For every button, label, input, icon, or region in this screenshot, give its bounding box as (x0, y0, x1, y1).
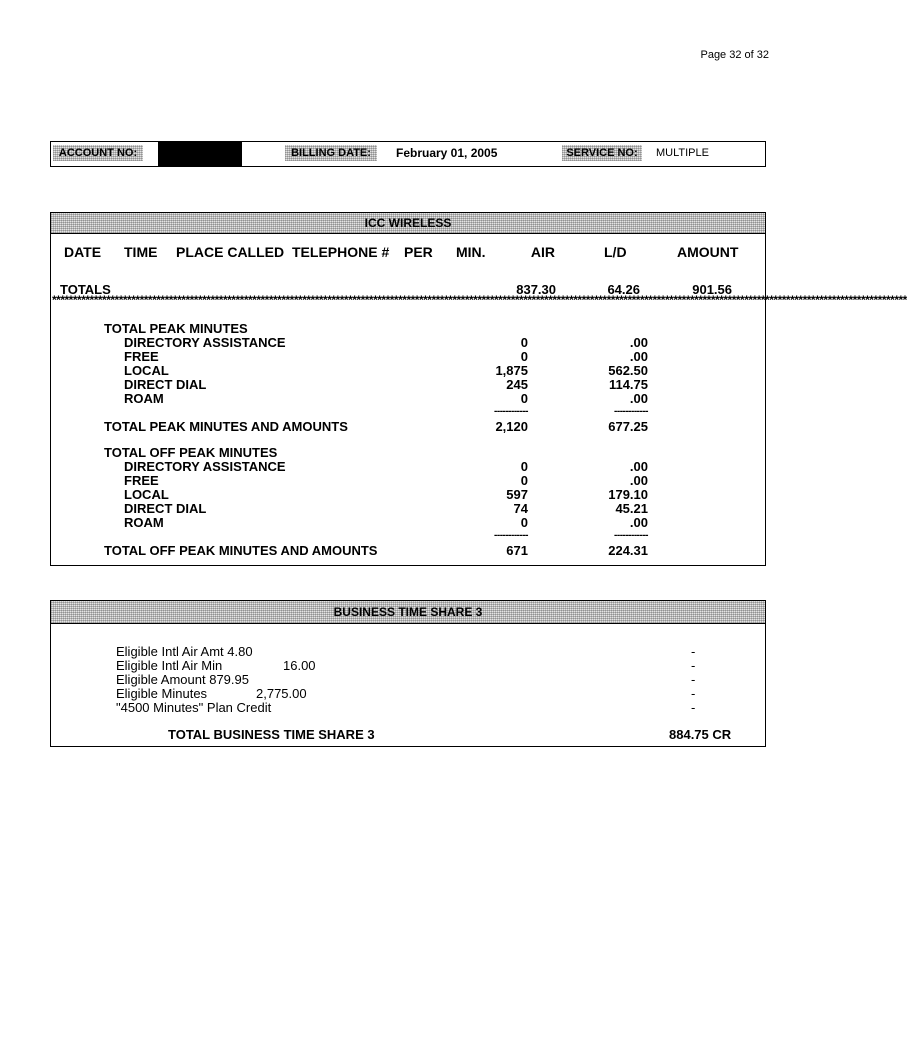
offpeak-row-label: DIRECTORY ASSISTANCE (124, 459, 286, 474)
offpeak-row-min: 74 (513, 501, 528, 516)
bts-row-dash: - (691, 672, 696, 687)
bts-row-label: Eligible Minutes (116, 686, 208, 701)
offpeak-amt-dashes: ------------ (614, 530, 648, 541)
peak-total-min: 2,120 (495, 419, 528, 434)
service-no-value: MULTIPLE (656, 147, 709, 159)
offpeak-title: TOTAL OFF PEAK MINUTES (104, 445, 278, 460)
bts-row-label: Eligible Intl Air Min (116, 658, 223, 673)
offpeak-total-min: 671 (506, 543, 528, 558)
billing-date-label: BILLING DATE: (285, 145, 377, 161)
billing-date-value: February 01, 2005 (396, 146, 498, 160)
offpeak-row-min: 0 (520, 515, 528, 530)
col-telephone: TELEPHONE # (292, 244, 390, 260)
offpeak-row-amt: 45.21 (615, 501, 648, 516)
account-number-redacted (158, 141, 242, 167)
peak-row-label: ROAM (124, 391, 164, 406)
bts-row-label: Eligible Intl Air Amt 4.80 (116, 644, 253, 659)
bts-row-extra: 2,775.00 (256, 686, 307, 701)
offpeak-row-label: DIRECT DIAL (124, 501, 207, 516)
col-per: PER (404, 244, 433, 260)
peak-row-label: LOCAL (124, 363, 169, 378)
offpeak-row-amt: .00 (629, 473, 648, 488)
bts-row-label: Eligible Amount 879.95 (116, 672, 249, 687)
peak-row-amt: 562.50 (608, 363, 648, 378)
peak-row-min: 245 (506, 377, 528, 392)
account-no-label: ACCOUNT NO: (53, 145, 143, 161)
totals-ld: 64.26 (607, 282, 640, 297)
peak-row-amt: .00 (629, 349, 648, 364)
bts-total-label: TOTAL BUSINESS TIME SHARE 3 (168, 727, 375, 742)
peak-row-amt: 114.75 (608, 377, 648, 392)
col-place-called: PLACE CALLED (176, 244, 285, 260)
col-ld: L/D (604, 244, 627, 260)
bts-row-extra: 16.00 (283, 658, 316, 673)
totals-air: 837.30 (516, 282, 556, 297)
peak-row-min: 0 (520, 391, 528, 406)
offpeak-row-min: 0 (520, 473, 528, 488)
offpeak-row-label: LOCAL (124, 487, 169, 502)
offpeak-row-label: FREE (124, 473, 159, 488)
offpeak-total-amt: 224.31 (608, 543, 648, 558)
bts-row-dash: - (691, 658, 696, 673)
col-date: DATE (64, 244, 102, 260)
col-amount: AMOUNT (677, 244, 739, 260)
peak-row-label: FREE (124, 349, 159, 364)
asterisk-divider: ************************************************************************************************************************************************************************************************************* (52, 293, 907, 307)
offpeak-row-label: ROAM (124, 515, 164, 530)
col-air: AIR (530, 244, 555, 260)
page-number: Page 32 of 32 (700, 49, 769, 61)
peak-row-amt: .00 (629, 391, 648, 406)
bts-total-value: 884.75 CR (669, 727, 732, 742)
peak-total-label: TOTAL PEAK MINUTES AND AMOUNTS (104, 419, 348, 434)
col-time: TIME (124, 244, 158, 260)
peak-amt-dashes: ------------ (614, 406, 648, 417)
icc-wireless-title: ICC WIRELESS (51, 213, 765, 234)
peak-row-label: DIRECTORY ASSISTANCE (124, 335, 286, 350)
business-time-share-title: BUSINESS TIME SHARE 3 (51, 601, 765, 624)
offpeak-total-label: TOTAL OFF PEAK MINUTES AND AMOUNTS (104, 543, 378, 558)
offpeak-row-min: 597 (506, 487, 528, 502)
offpeak-row-amt: .00 (629, 515, 648, 530)
peak-row-label: DIRECT DIAL (124, 377, 207, 392)
offpeak-min-dashes: ------------ (494, 530, 528, 541)
bts-row-dash: - (691, 686, 696, 701)
offpeak-row-min: 0 (520, 459, 528, 474)
peak-row-min: 1,875 (495, 363, 528, 378)
totals-amount: 901.56 (692, 282, 732, 297)
peak-row-amt: .00 (629, 335, 648, 350)
bts-row-dash: - (691, 700, 696, 715)
totals-label: TOTALS (60, 282, 111, 297)
offpeak-row-amt: .00 (629, 459, 648, 474)
peak-title: TOTAL PEAK MINUTES (104, 321, 248, 336)
service-no-label: SERVICE NO: (562, 145, 642, 161)
col-min: MIN. (456, 244, 486, 260)
bts-row-label: "4500 Minutes" Plan Credit (116, 700, 272, 715)
peak-row-min: 0 (520, 335, 528, 350)
offpeak-row-amt: 179.10 (608, 487, 648, 502)
bts-row-dash: - (691, 644, 696, 659)
peak-min-dashes: ------------ (494, 406, 528, 417)
peak-row-min: 0 (520, 349, 528, 364)
peak-total-amt: 677.25 (608, 419, 648, 434)
